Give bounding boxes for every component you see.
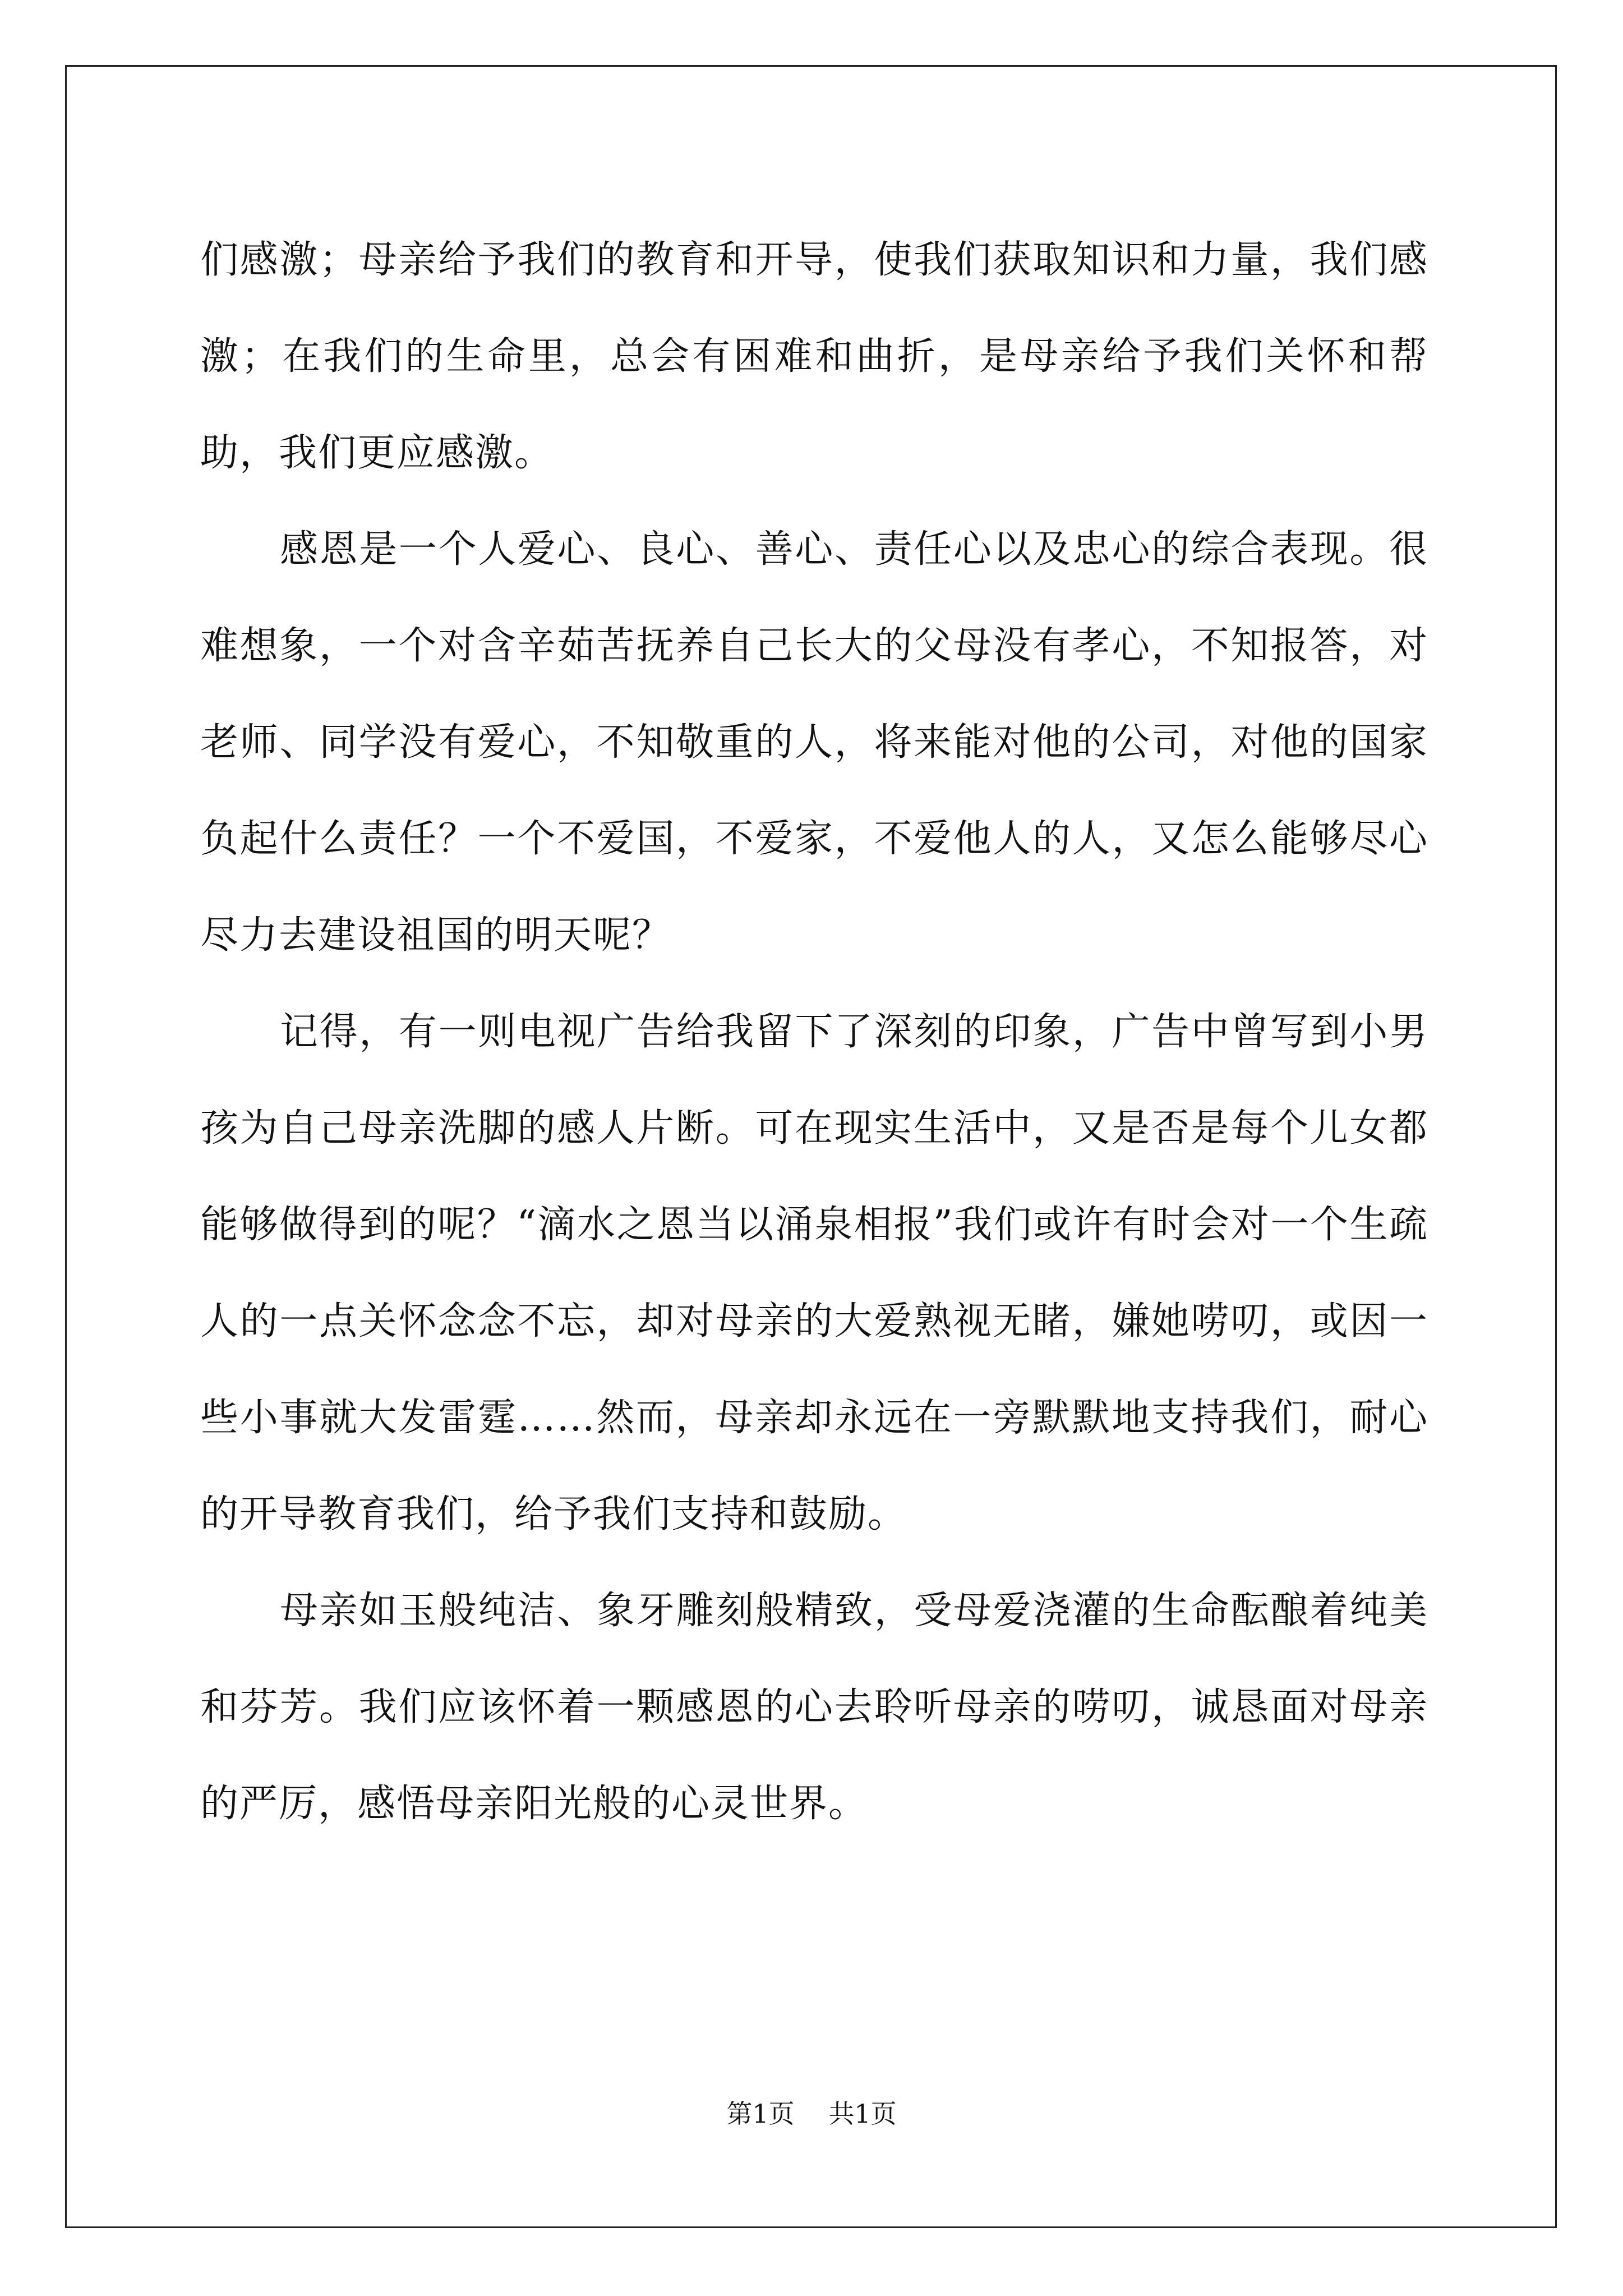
document-body	[200, 212, 1428, 1852]
page-footer	[0, 2097, 1623, 2131]
page-number-total: 共1页	[828, 2099, 897, 2129]
paragraph-1: 们感激；母亲给予我们的教育和开导，使我们获取知识和力量，我们感激；在我们的生命里，总会有困难和曲折，是母亲给予我们关怀和帮助，我们更应感激。	[200, 238, 1428, 475]
paragraph-2: 感恩是一个人爱心、良心、善心、责任心以及忠心的综合表现。很难想象，一个对含辛茹苦抚养自己长大的父母没有孝心，不知报答，对老师、同学没有爱心，不知敬重的人，将来能对他的公司，对他的国家负起什么责任？一个不爱国，不爱家，不爱他人的人，又怎么能够尽心尽力去建设祖国的明天呢？	[200, 527, 1428, 958]
paragraph-3: 记得，有一则电视广告给我留下了深刻的印象，广告中曾写到小男孩为自己母亲洗脚的感人片断。可在现实生活中，又是否是每个儿女都能够做得到的呢？“滴水之恩当以涌泉相报”我们或许有时会对一个生疏人的一点关怀念念不忘，却对母亲的大爱熟视无睹，嫌她唠叨，或因一些小事就大发雷霆……然而，母亲却永远在一旁默默地支持我们，耐心的开导教育我们，给予我们支持和鼓励。	[200, 1010, 1428, 1536]
page-number-current: 第1页	[726, 2099, 795, 2129]
paragraph-4: 母亲如玉般纯洁、象牙雕刻般精致，受母爱浇灌的生命酝酿着纯美和芬芳。我们应该怀着一颗感恩的心去聆听母亲的唠叨，诚恳面对母亲的严厉，感悟母亲阳光般的心灵世界。	[200, 1589, 1428, 1826]
